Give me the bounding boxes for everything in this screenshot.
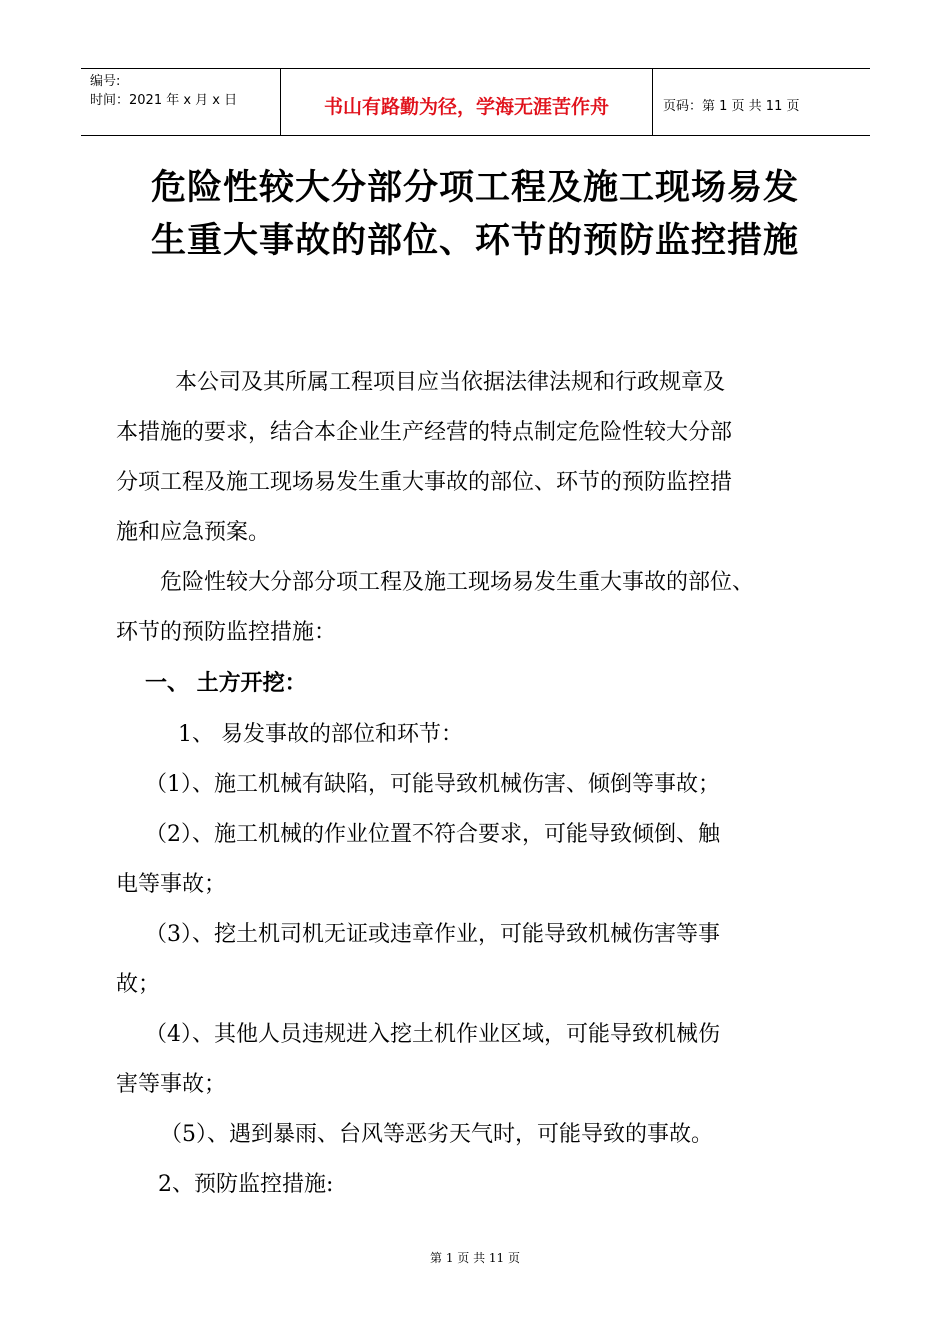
page-info: 页码：第 1 页 共 11 页 bbox=[663, 98, 800, 114]
time-label: 时间：2021 年 x 月 x 日 bbox=[90, 93, 238, 108]
header-page-cell bbox=[653, 69, 870, 135]
subsection-heading: 1、 易发事故的部位和环节： bbox=[178, 722, 463, 747]
paragraph-line: 危险性较大分部分项工程及施工现场易发生重大事故的部位、 bbox=[160, 570, 755, 595]
header-motto-cell bbox=[281, 69, 653, 135]
page-footer: 第 1 页 共 11 页 bbox=[430, 1251, 520, 1265]
list-item: （4）、其他人员违规进入挖土机作业区域，可能导致机械伤 bbox=[145, 1022, 720, 1047]
paragraph-line: 施和应急预案。 bbox=[116, 520, 271, 545]
list-item: （5）、遇到暴雨、台风等恶劣天气时，可能导致的事故。 bbox=[160, 1122, 713, 1147]
document-header bbox=[81, 68, 870, 136]
list-item: （3）、挖土机司机无证或违章作业，可能导致机械伤害等事 bbox=[145, 922, 720, 947]
paragraph-line: 分项工程及施工现场易发生重大事故的部位、环节的预防监控措 bbox=[116, 470, 733, 495]
number-label: 编号: bbox=[90, 74, 121, 89]
paragraph-line: 本措施的要求，结合本企业生产经营的特点制定危险性较大分部 bbox=[116, 420, 733, 445]
title-line-2: 生重大事故的部位、环节的预防监控措施 bbox=[150, 221, 799, 261]
section-heading: 一、 土方开挖： bbox=[145, 671, 307, 696]
list-item-continuation: 故； bbox=[116, 972, 161, 997]
document-title bbox=[0, 162, 950, 268]
paragraph-line: 环节的预防监控措施： bbox=[116, 620, 337, 645]
list-item: （1）、施工机械有缺陷，可能导致机械伤害、倾倒等事故； bbox=[145, 772, 720, 797]
list-item-continuation: 电等事故； bbox=[116, 872, 227, 897]
subsection-heading: 2、预防监控措施: bbox=[158, 1172, 334, 1197]
motto-text: 书山有路勤为径，学海无涯苦作舟 bbox=[323, 95, 609, 118]
list-item-continuation: 害等事故； bbox=[116, 1072, 227, 1097]
list-item: （2）、施工机械的作业位置不符合要求，可能导致倾倒、触 bbox=[145, 822, 720, 847]
paragraph-line: 本公司及其所属工程项目应当依据法律法规和行政规章及 bbox=[175, 370, 726, 395]
header-meta-cell bbox=[81, 69, 281, 135]
title-line-1: 危险性较大分部分项工程及施工现场易发 bbox=[150, 168, 799, 208]
